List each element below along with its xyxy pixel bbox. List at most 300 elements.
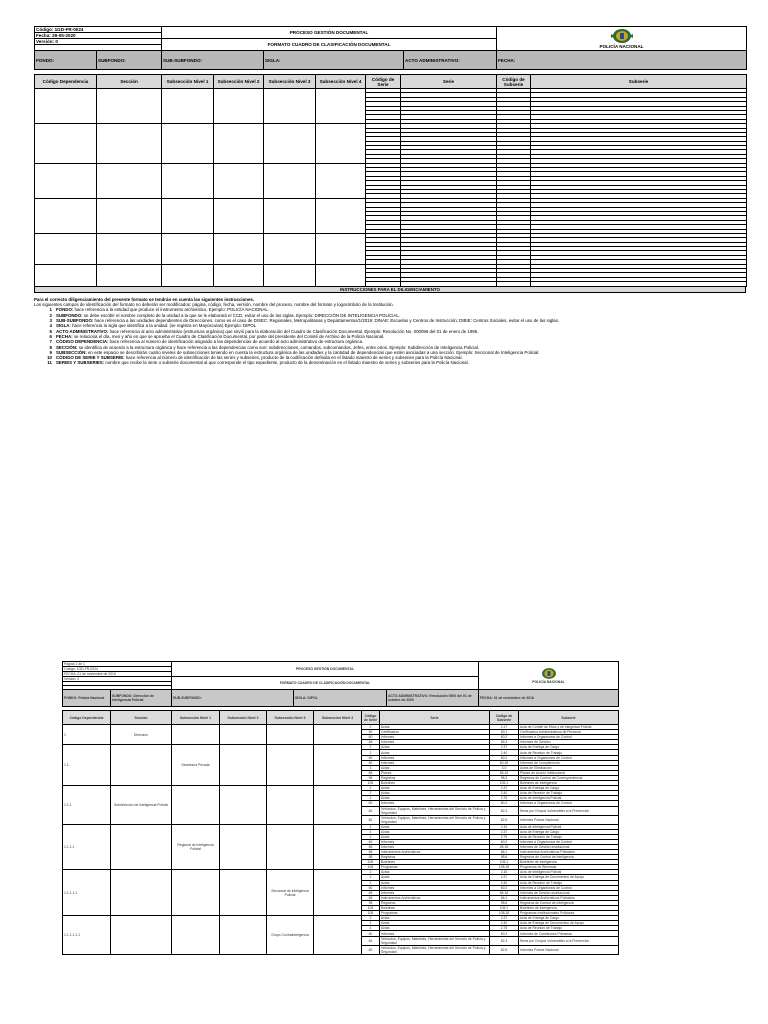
serie-code: 60 — [362, 760, 380, 765]
serie-name: Informes — [380, 931, 490, 936]
filled-column-header: Subsección Nivel 1 — [172, 711, 220, 725]
section-name — [111, 916, 172, 954]
filled-sigla: SIGLA: DIPOL — [294, 690, 387, 707]
subsection-3: Seccional de Inteligencia Policial — [267, 870, 314, 916]
serie-code: 105 — [362, 781, 380, 786]
instructions-list — [34, 307, 746, 365]
instruction-text: hace referencia al acto administrativo (estructura orgánica) que sirvió para la elaboración del Cuadro de Clasificación Documental. Ejemplo: Resolución No. 000096 del 01 de enero de 1995. — [108, 328, 479, 334]
instruction-number: 5 — [49, 328, 52, 334]
filled-org-name: POLICÍA NACIONAL — [532, 680, 565, 684]
subserie-name: Informes de Comisiones Primarias — [519, 931, 619, 936]
serie-name: Vehículos, Equipos, Maletines, Herramientas del Servicio de Policía y Seguridad — [380, 936, 490, 945]
subserie-name: Informes Policía Nacional — [519, 945, 619, 954]
subsection-1 — [172, 870, 220, 916]
subserie-code: 2.37 — [490, 875, 519, 880]
subserie-code: 82.3 — [490, 806, 519, 815]
filled-column-header: Sección — [111, 711, 172, 725]
serie-name: Actas — [380, 880, 490, 885]
subserie-code: 105.1 — [490, 906, 519, 911]
serie-code: 3 — [362, 765, 380, 770]
serie-name: Actas — [380, 765, 490, 770]
subserie-name: Informes de Gestión Institucional — [519, 844, 619, 849]
subserie-code: 105.1 — [490, 781, 519, 786]
instruction-label: SIGLA: — [56, 323, 71, 329]
subserie-code: 2.40 — [490, 750, 519, 755]
instruction-label: SERIES Y SUBSERIES: — [56, 360, 105, 366]
serie-code: 2 — [362, 870, 380, 875]
format-title: FORMATO CUADRO DE CLASIFICACIÓN DOCUMENTAL — [162, 39, 497, 51]
instruction-text: se debe escribir el nombre completo de la unidad a la que se le elaborará el CCD, evitar el uso de las siglas. Ejemplo: DIRECCIÓN DE INTELIGENCIA POLICIAL. — [82, 312, 401, 318]
subserie-name: Acta de Inteligencia Policial — [519, 796, 619, 801]
blank-merged-cell — [162, 124, 214, 164]
filled-row — [63, 725, 619, 730]
serie-name: Actas — [380, 791, 490, 796]
filled-subsubfondo: SUB-SUBFONDO: — [172, 690, 294, 707]
filled-classification-table — [62, 710, 619, 955]
blank-merged-cell — [316, 264, 366, 286]
section-name: Subdirección de Inteligencia Policial — [111, 786, 172, 824]
blank-cell — [497, 282, 531, 286]
instruction-text: hace referencia la sigla que identifica a la unidad. (se registra en Mayúsculas) Ejemplo: DIPOL — [70, 323, 257, 329]
instruction-number: 8 — [49, 344, 52, 350]
blank-merged-cell — [316, 198, 366, 233]
subserie-code: 66.1 — [490, 849, 519, 854]
subsection-3 — [267, 824, 314, 870]
blank-merged-cell — [35, 89, 97, 124]
subserie-code: 2.37 — [490, 745, 519, 750]
subsection-2 — [220, 786, 267, 824]
section-name — [111, 745, 172, 786]
dependency-code: 1.1.1 — [63, 786, 111, 824]
serie-code: 2 — [362, 796, 380, 801]
sigla-label: SIGLA: — [264, 51, 404, 70]
serie-code: 108 — [362, 911, 380, 916]
subserie-name: Acta de Reunión de Trabajo — [519, 926, 619, 931]
subsection-4 — [314, 916, 362, 954]
subserie-code: 60.2 — [490, 755, 519, 760]
blank-merged-cell — [214, 89, 264, 124]
serie-name: Instrumentos Archivísticos — [380, 895, 490, 900]
subserie-code: 2.10 — [490, 870, 519, 875]
serie-name: Informes — [380, 735, 490, 740]
serie-name: Actas — [380, 829, 490, 834]
codigo-cell: Código: 1GD-FR-0024 — [35, 27, 162, 33]
filled-codigo: Código: 1GD-FR-0024 — [63, 667, 172, 672]
blank-merged-cell — [264, 233, 316, 264]
serie-code: 82 — [362, 806, 380, 815]
blank-merged-cell — [264, 264, 316, 286]
subserie-name: Ítems por Grupos Vulnerables a la Prevención — [519, 806, 619, 815]
filled-process-title: PROCESO GESTIÓN DOCUMENTAL — [172, 662, 479, 677]
serie-name: Informes — [380, 885, 490, 890]
serie-code: 98 — [362, 855, 380, 860]
serie-name: Informes — [380, 844, 490, 849]
instruction-number: 3 — [49, 318, 52, 324]
serie-code: 60 — [362, 801, 380, 806]
subserie-name: Acta de Entrega de Documentos de Apoyo — [519, 875, 619, 880]
serie-code: 2 — [362, 745, 380, 750]
subserie-code: 98.6 — [490, 855, 519, 860]
serie-name: Vehículos, Equipos, Maletines, Herramientas del Servicio de Policía y Seguridad — [380, 806, 490, 815]
serie-name: Actas — [380, 786, 490, 791]
serie-code: 98 — [362, 775, 380, 780]
instructions-title: INSTRUCCIONES PARA EL DILIGENCIAMIENTO — [34, 287, 746, 293]
section-name — [111, 824, 172, 870]
blank-merged-cell — [214, 264, 264, 286]
subserie-name: Acta de Reunión de Trabajo — [519, 750, 619, 755]
subserie-code: 65.18 — [490, 844, 519, 849]
subserie-name: Informes a Organismos de Control — [519, 801, 619, 806]
subserie-name: Actas de Eliminación — [519, 765, 619, 770]
instruction-number: 11 — [47, 360, 52, 366]
serie-name: Informes — [380, 890, 490, 895]
subsection-4 — [314, 745, 362, 786]
instruction-number: 7 — [49, 339, 52, 345]
pagina-cell: Página 1 de 1 — [63, 662, 172, 667]
filled-fields-row — [62, 689, 619, 707]
dependency-code: 1 — [63, 725, 111, 745]
subserie-name: Boletines de Inteligencia — [519, 781, 619, 786]
filled-row — [63, 745, 619, 750]
subserie-name: Acta de Reunión de Trabajo — [519, 880, 619, 885]
serie-name: Actas — [380, 870, 490, 875]
serie-code: 65 — [362, 890, 380, 895]
subserie-name: Instrumentos Archivísticos Policiales — [519, 895, 619, 900]
instruction-number: 9 — [49, 349, 52, 355]
serie-name: Vehículos, Equipos, Maletines, Herramientas del Servicio de Policía y Seguridad — [380, 815, 490, 824]
subsection-2 — [220, 725, 267, 745]
subserie-code: 108.18 — [490, 865, 519, 870]
version-cell: Versión: 0 — [35, 39, 162, 45]
logo-cell — [497, 27, 747, 51]
subserie-name: Informes Policía Nacional — [519, 815, 619, 824]
filled-fondo: FONDO: Policía Nacional — [63, 690, 111, 707]
filled-column-header: Subserie — [519, 711, 619, 725]
column-header: Código de Subserie — [497, 75, 531, 89]
filled-column-header: Serie — [380, 711, 490, 725]
subserie-code: 60.2 — [490, 735, 519, 740]
subserie-name: Acta de Reunión de Trabajo — [519, 791, 619, 796]
subserie-code: 2.10 — [490, 824, 519, 829]
serie-name: Actas — [380, 916, 490, 921]
blank-merged-cell — [214, 233, 264, 264]
instruction-number: 2 — [49, 312, 52, 318]
blank-cell — [401, 282, 497, 286]
section-name: Dirección — [111, 725, 172, 745]
instruction-number: 4 — [49, 323, 52, 329]
instruction-text: hace referencia al número de identificación asignado a las dependencias de acuerdo al acto administrativo de estructura orgánica. — [108, 339, 364, 345]
blank-merged-cell — [214, 124, 264, 164]
instruction-label: SUB-SUBFONDO: — [56, 318, 94, 324]
blank-classification-table — [34, 74, 747, 287]
blank-merged-cell — [264, 89, 316, 124]
filled-fecha: FECHA: 01 de noviembre de 2016 — [63, 672, 172, 677]
instruction-text: hace referencia al número de identificación de las series y subseries, producto de la codificación definida en el listado maestro de series y subseries para la Policía Nacional. — [124, 355, 463, 361]
blank-merged-cell — [316, 89, 366, 124]
filled-column-header: Subsección Nivel 3 — [267, 711, 314, 725]
blank-merged-cell — [35, 124, 97, 164]
subsubfondo-label: SUB-SUBFONDO: — [162, 51, 264, 70]
serie-code: 2 — [362, 880, 380, 885]
instruction-label: CÓDIGO DEPENDENCIA: — [56, 339, 109, 345]
subserie-code: 65.3 — [490, 740, 519, 745]
column-header: Subsección Nivel 3 — [264, 75, 316, 89]
serie-code: 82 — [362, 945, 380, 954]
instruction-text: se relaciona el día, mes y año en que se aprueba el Cuadro de Clasificación Documental, por parte del presidente del Comité de Archivo de la Policía Nacional. — [72, 333, 385, 339]
subsection-1 — [172, 916, 220, 954]
police-shield-icon — [609, 28, 635, 44]
serie-name: Instrumentos Archivísticos — [380, 849, 490, 854]
instruction-label: SECCIÓN: — [56, 344, 78, 350]
filled-format-title: FORMATO CUADRO DE CLASIFICACIÓN DOCUMENTAL — [172, 677, 479, 690]
column-header: Código Dependencia — [35, 75, 97, 89]
blank-fields-row — [34, 50, 747, 70]
filled-format-header — [62, 661, 619, 690]
blank-merged-cell — [264, 124, 316, 164]
subserie-name: Registros de Control de Correspondencia — [519, 775, 619, 780]
instruction-item — [34, 360, 746, 365]
blank-cell — [366, 282, 401, 286]
serie-code: 98 — [362, 900, 380, 905]
subserie-code: 105.1 — [490, 860, 519, 865]
serie-name: Actas — [380, 926, 490, 931]
serie-code: 2 — [362, 824, 380, 829]
serie-name: Boletines — [380, 860, 490, 865]
column-header: Subsección Nivel 4 — [316, 75, 366, 89]
blank-format-sheet — [34, 26, 746, 366]
blank-merged-cell — [162, 233, 214, 264]
serie-name: Registros — [380, 900, 490, 905]
blank-merged-cell — [35, 264, 97, 286]
subserie-name: Planes de Acción Institucional — [519, 770, 619, 775]
serie-name: Certificados — [380, 730, 490, 735]
serie-code: 60 — [362, 931, 380, 936]
subserie-name: Acta de Entrega de Cargo — [519, 829, 619, 834]
subsection-2 — [220, 916, 267, 954]
subserie-name: Registros de Control de Inteligencia — [519, 855, 619, 860]
subsection-2 — [220, 745, 267, 786]
subsection-4 — [314, 725, 362, 745]
police-logo — [498, 28, 745, 49]
blank-merged-cell — [97, 163, 162, 198]
instruction-label: FONDO: — [56, 307, 74, 313]
subserie-name: Informes a Organismos de Control — [519, 885, 619, 890]
fecha-label: FECHA: — [497, 51, 747, 70]
subserie-code: 82.5 — [490, 945, 519, 954]
instruction-text: se identifica de acuerdo a la estructura orgánica y hace referencia a las dependencias como son: subdirecciones, comandos, subcomandos, Jefes, entre otros. Ejemplo: Subdirección de Inteligencia Policial. — [77, 344, 479, 350]
instruction-number: 1 — [49, 307, 52, 313]
subserie-code: 2.75 — [490, 926, 519, 931]
section-name — [111, 870, 172, 916]
blank-cell — [531, 282, 747, 286]
subserie-code: 108.18 — [490, 911, 519, 916]
filled-column-header: Código de Subserie — [490, 711, 519, 725]
serie-name: Actas — [380, 834, 490, 839]
subserie-name: Certificados Administrativos de Personal — [519, 730, 619, 735]
subserie-code: 60.2 — [490, 839, 519, 844]
subsection-1 — [172, 786, 220, 824]
blank-merged-cell — [35, 198, 97, 233]
subserie-code: 2.17 — [490, 725, 519, 730]
blank-merged-cell — [162, 198, 214, 233]
subsection-2 — [220, 824, 267, 870]
serie-code: 60 — [362, 885, 380, 890]
subserie-name: Acta de Inteligencia Policial — [519, 824, 619, 829]
blank-merged-cell — [97, 264, 162, 286]
serie-name: Actas — [380, 875, 490, 880]
subserie-code: 60.2 — [490, 801, 519, 806]
serie-code: 60 — [362, 735, 380, 740]
blank-merged-cell — [162, 89, 214, 124]
instruction-text: hace referencia a la entidad que produce el instrumento archivístico. Ejemplo: POLICÍA NACIONAL. — [73, 307, 270, 313]
subserie-name: Acta de Inteligencia Policial — [519, 870, 619, 875]
filled-row — [63, 916, 619, 921]
serie-name: Actas — [380, 725, 490, 730]
serie-name: Actas — [380, 921, 490, 926]
subserie-code: 98.6 — [490, 900, 519, 905]
subserie-name: Informes a Organismos de Control — [519, 839, 619, 844]
org-name: POLICÍA NACIONAL — [599, 44, 644, 49]
filled-fecha-field: FECHA: 01 de noviembre de 2016 — [479, 690, 619, 707]
subserie-name: Acta de Entrega de Cargo — [519, 786, 619, 791]
subserie-code: 2.75 — [490, 796, 519, 801]
serie-code: 2 — [362, 750, 380, 755]
instruction-label: CÓDIGO DE SERIE Y SUBSERIE: — [56, 355, 125, 361]
subserie-name: Instrumentos Archivísticos Policiales — [519, 849, 619, 854]
serie-name: Informes — [380, 740, 490, 745]
serie-name: Actas — [380, 824, 490, 829]
serie-code: 105 — [362, 860, 380, 865]
column-header: Serie — [401, 75, 497, 89]
subserie-code: 66.1 — [490, 895, 519, 900]
subserie-code: 2.37 — [490, 916, 519, 921]
serie-code: 2 — [362, 916, 380, 921]
serie-code: 50 — [362, 730, 380, 735]
instruction-label: FECHA: — [56, 333, 73, 339]
serie-name: Planes — [380, 770, 490, 775]
instruction-label: ACTO ADMINISTRATIVO: — [56, 328, 109, 334]
serie-code: 66 — [362, 895, 380, 900]
serie-name: Informes — [380, 760, 490, 765]
subserie-name: Boletines de Inteligencia — [519, 906, 619, 911]
blank-merged-cell — [97, 233, 162, 264]
filled-police-logo — [480, 667, 617, 684]
subserie-name: Informes de Gestión Institucional — [519, 890, 619, 895]
serie-code: 60 — [362, 755, 380, 760]
blank-merged-cell — [316, 233, 366, 264]
serie-name: Registros — [380, 855, 490, 860]
blank-merged-cell — [316, 124, 366, 164]
filled-column-header: Código Dependencia — [63, 711, 111, 725]
subsection-3 — [267, 745, 314, 786]
subsection-1: Secretaría Privada — [172, 745, 220, 786]
serie-code: 2 — [362, 834, 380, 839]
acto-label: ACTO ADMINISTRATIVO: — [404, 51, 497, 70]
serie-code: 82 — [362, 936, 380, 945]
serie-code: 105 — [362, 906, 380, 911]
serie-name: Informes — [380, 839, 490, 844]
instructions-block — [34, 287, 746, 366]
subfondo-label: SUBFONDO: — [97, 51, 162, 70]
filled-row — [63, 824, 619, 829]
subserie-name: Acta de Reunión de Trabajo — [519, 834, 619, 839]
serie-code: 2 — [362, 921, 380, 926]
filled-column-header-row — [63, 711, 619, 725]
serie-code: 2 — [362, 875, 380, 880]
filled-column-header: Código de Serie — [362, 711, 380, 725]
subserie-code: 2.40 — [490, 880, 519, 885]
serie-code: 2 — [362, 791, 380, 796]
instructions-intro: Para el correcto diligenciamiento del presente formato se tendrán en cuenta las siguientes instrucciones. — [34, 296, 255, 302]
subsection-2 — [220, 870, 267, 916]
filled-format-sheet — [62, 661, 618, 955]
instruction-text: en este espacio se describirán cuatro niveles de subsecciones teniendo en cuenta la estructura orgánica de las unidades y la cantidad de dependencias que estén asociadas a una sección. Ejemplo: Seccional de Inteligencia Policial. — [86, 349, 540, 355]
subserie-code: 2.40 — [490, 791, 519, 796]
serie-name: Actas — [380, 745, 490, 750]
subserie-name: Ítems por Grupos Vulnerables a la Prevención — [519, 936, 619, 945]
subserie-code: 3.0 — [490, 765, 519, 770]
serie-code: 2 — [362, 786, 380, 791]
instruction-number: 6 — [49, 333, 52, 339]
blank-merged-cell — [214, 163, 264, 198]
instruction-number: 10 — [47, 355, 52, 361]
column-header: Sección — [97, 75, 162, 89]
serie-name: Actas — [380, 750, 490, 755]
subserie-name: Registros de Control de Inteligencia — [519, 900, 619, 905]
dependency-code: 1.1.1.1.1.1 — [63, 916, 111, 954]
column-header-row — [35, 75, 747, 89]
serie-name: Boletines — [380, 906, 490, 911]
subserie-code: 2.75 — [490, 834, 519, 839]
blank-merged-cell — [97, 124, 162, 164]
subserie-code: 50.1 — [490, 730, 519, 735]
filled-column-header: Subsección Nivel 4 — [314, 711, 362, 725]
serie-name: Programas — [380, 865, 490, 870]
subserie-code: 65.18 — [490, 890, 519, 895]
column-header: Subserie — [531, 75, 747, 89]
fecha-cell: Fecha: 29-05-2020 — [35, 33, 162, 39]
serie-code: 86 — [362, 770, 380, 775]
subserie-name: Informes de Cumplimiento — [519, 760, 619, 765]
dependency-code: 1.1 — [63, 745, 111, 786]
subserie-code: 2.37 — [490, 786, 519, 791]
filled-police-shield-icon — [539, 667, 559, 680]
serie-name: Informes — [380, 755, 490, 760]
blank-merged-cell — [316, 163, 366, 198]
instruction-label: SUBFONDO: — [56, 312, 83, 318]
subserie-name: Informes a Organismos de Control — [519, 755, 619, 760]
blank-merged-cell — [162, 264, 214, 286]
blank-merged-cell — [35, 233, 97, 264]
subserie-code: 60.2 — [490, 931, 519, 936]
blank-merged-cell — [97, 89, 162, 124]
filled-row — [63, 786, 619, 791]
subsection-1: Regional de Inteligencia Policial — [172, 824, 220, 870]
subserie-code: 86.16 — [490, 770, 519, 775]
instruction-text: hace referencia a las unidades dependientes de Direcciones, como es el caso de DISEC: Regionales, Metropolitanas y Departamentos/1/2019: DINAE: Escuelas y Centros de Instrucción; DIBIE: Centros Sociales, evitar el uso de las siglas. — [93, 318, 559, 324]
subsection-4 — [314, 824, 362, 870]
subsection-4 — [314, 786, 362, 824]
filled-row — [63, 870, 619, 875]
serie-code: 82 — [362, 815, 380, 824]
subserie-code: 2.37 — [490, 829, 519, 834]
instruction-text: nombre que recibe la serie o subserie documental al que corresponde el tipo expediente, producto de la denominación en el listado maestro de series y subseries para la Policía Nacional. — [104, 360, 469, 366]
serie-name: Actas — [380, 796, 490, 801]
blank-merged-cell — [97, 198, 162, 233]
subsection-3 — [267, 725, 314, 745]
serie-code: 66 — [362, 849, 380, 854]
column-header: Subsección Nivel 2 — [214, 75, 264, 89]
